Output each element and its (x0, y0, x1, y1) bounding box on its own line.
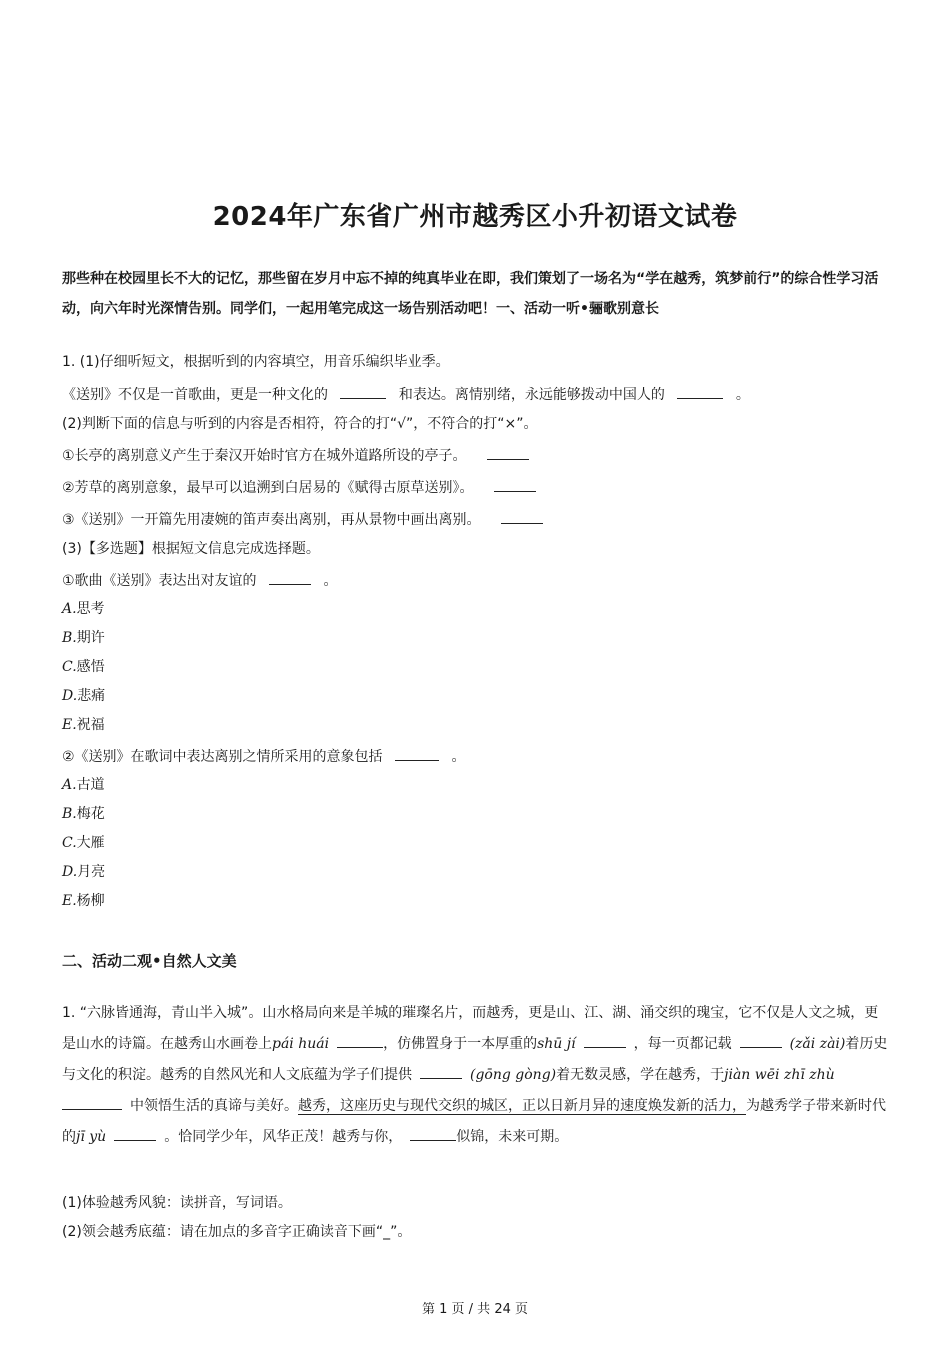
judge-item-3 (62, 509, 543, 530)
answer-blank[interactable] (487, 445, 529, 460)
pinyin: (zǎi zài) (789, 1036, 846, 1052)
choice-question-1 (62, 570, 337, 591)
fill-end: 。 (735, 387, 750, 403)
section2-sub2: (2)领会越秀底蕴：请在加点的多音字正确读音下画“_”。 (62, 1224, 412, 1240)
answer-blank[interactable] (337, 1033, 383, 1048)
option-text: 感悟 (76, 659, 105, 675)
judge-text: ①长亭的离别意义产生于秦汉开始时官方在城外道路所设的亭子。 (62, 448, 467, 464)
answer-blank[interactable] (340, 384, 386, 399)
answer-blank[interactable] (740, 1033, 782, 1048)
judge-item-2 (62, 477, 536, 498)
option-letter: A. (62, 601, 77, 617)
option-text: 悲痛 (77, 688, 106, 704)
option-item[interactable] (62, 599, 105, 619)
q1-part3: (3)【多选题】根据短文信息完成选择题。 (62, 541, 320, 557)
answer-blank[interactable] (420, 1064, 462, 1079)
intro-paragraph: 那些种在校园里长不大的记忆，那些留在岁月中忘不掉的纯真毕业在即，我们策划了一场名为“学在越秀，筑梦前行”的综合性学习活动，向六年时光深情告别。同学们，一起用笔完成这一场告别活动吧！一、活动一听•骊歌别意长 (62, 271, 879, 317)
underlined-sentence: 越秀，这座历史与现代交织的城区，正以日新月异的速度焕发新的活力， (298, 1098, 746, 1114)
question-text: ②《送别》在歌词中表达离别之情所采用的意象包括 (62, 749, 383, 765)
pinyin: shū jí (537, 1036, 576, 1052)
option-text: 祝福 (76, 717, 105, 733)
option-item[interactable] (62, 628, 105, 648)
q1-intro: 1. (1)仔细听短文，根据听到的内容填空，用音乐编织毕业季。 (62, 354, 450, 370)
answer-blank[interactable] (62, 1095, 122, 1110)
section2-sub1: (1)体验越秀风貌：读拼音，写词语。 (62, 1195, 292, 1211)
para-text: ，仿佛置身于一本厚重的 (383, 1036, 538, 1052)
para-text: 着无数灵感，学在越秀，于 (556, 1067, 725, 1083)
para-text: ，每一页都记载 (633, 1036, 732, 1052)
pinyin: (gōng gòng) (470, 1067, 557, 1083)
option-text: 古道 (76, 777, 105, 793)
option-item[interactable] (62, 715, 105, 735)
option-letter: B. (62, 630, 77, 646)
option-text: 杨柳 (76, 893, 105, 909)
option-letter: B. (62, 806, 77, 822)
fill-text-a: 《送别》不仅是一首歌曲，更是一种文化的 (62, 387, 328, 403)
answer-blank[interactable] (410, 1126, 456, 1141)
answer-blank[interactable] (501, 509, 543, 524)
para-text: 为越秀学子带来新时代的 (62, 1098, 886, 1145)
pinyin: jī yù (76, 1129, 107, 1145)
option-letter: C. (62, 659, 77, 675)
option-item[interactable] (62, 833, 105, 853)
answer-blank[interactable] (269, 570, 311, 585)
judge-text: ③《送别》一开篇先用凄婉的笛声奏出离别，再从景物中画出离别。 (62, 512, 481, 528)
fill-text-b: 和表达。离情别绪，永远能够拨动中国人的 (398, 387, 665, 403)
page-footer: 第 1 页 / 共 24 页 (422, 1302, 528, 1317)
answer-blank[interactable] (677, 384, 723, 399)
para-text: 。恰同学少年，风华正茂！越秀与你， (164, 1129, 403, 1145)
para-text: 似锦，未来可期。 (456, 1129, 569, 1145)
section-heading: 二、活动二观•自然人文美 (62, 952, 237, 970)
q1-part2: (2)判断下面的信息与听到的内容是否相符，符合的打“√”，不符合的打“×”。 (62, 416, 538, 432)
option-letter: E. (62, 717, 77, 733)
option-text: 梅花 (76, 806, 105, 822)
option-item[interactable] (62, 891, 105, 911)
question-end: 。 (451, 749, 466, 765)
option-item[interactable] (62, 686, 105, 706)
question-text: ①歌曲《送别》表达出对友谊的 (62, 573, 257, 589)
para-text: 着历史与文化的积淀。越秀的自然风光和人文底蕴为学子们提供 (62, 1036, 888, 1083)
para-text: 中领悟生活的真谛与美好。 (130, 1098, 298, 1114)
choice-question-2 (62, 746, 465, 767)
para-text: 1. “六脉皆通海，青山半入城”。山水格局向来是羊城的璀璨名片，而越秀，更是山、江、湖、涌交织的瑰宝，它不仅是人文之城，更是山水的诗篇。在越秀山水画卷上 (62, 1005, 879, 1052)
option-item[interactable] (62, 775, 105, 795)
option-text: 期许 (76, 630, 105, 646)
answer-blank[interactable] (114, 1126, 156, 1141)
option-item[interactable] (62, 804, 105, 824)
question-end: 。 (323, 573, 338, 589)
option-text: 思考 (76, 601, 105, 617)
section2-paragraph (62, 998, 888, 1153)
page-title: 2024年广东省广州市越秀区小升初语文试卷 (212, 202, 738, 232)
judge-item-1 (62, 445, 529, 466)
option-letter: D. (62, 864, 78, 880)
q1-fill-line (62, 384, 750, 405)
option-letter: A. (62, 777, 77, 793)
answer-blank[interactable] (584, 1033, 626, 1048)
option-text: 大雁 (76, 835, 105, 851)
option-text: 月亮 (77, 864, 106, 880)
pinyin: jiàn wēi zhī zhù (724, 1067, 835, 1083)
option-letter: E. (62, 893, 77, 909)
option-item[interactable] (62, 862, 105, 882)
judge-text: ②芳草的离别意象，最早可以追溯到白居易的《赋得古原草送别》。 (62, 480, 474, 496)
pinyin: pái huái (272, 1036, 330, 1052)
answer-blank[interactable] (395, 746, 439, 761)
answer-blank[interactable] (494, 477, 536, 492)
option-letter: D. (62, 688, 78, 704)
option-letter: C. (62, 835, 77, 851)
option-item[interactable] (62, 657, 105, 677)
